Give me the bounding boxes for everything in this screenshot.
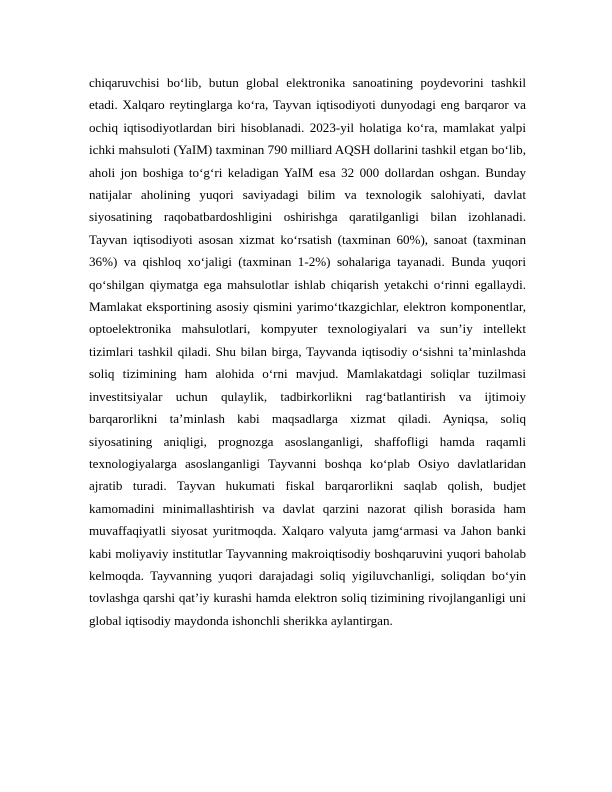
body-paragraph: chiqaruvchisi bo‘lib, butun global elektronika sanoatining poydevorini tashkil etadi. Xalqaro reytinglarga ko‘ra, Tayvan iqtisodiyoti dunyodagi eng barqaror va ochiq iqtisodiyotlardan biri hisoblanadi. 2023-yil holatiga ko‘ra, mamlakat yalpi ichki mahsuloti (YaIM) taxminan 790 milliard AQSH dollarini tashkil etgan bo‘lib, aholi jon boshiga to‘g‘ri keladigan YaIM esa 32 000 dollardan oshgan. Bunday natijalar aholining yuqori saviyadagi bilim va texnologik salohiyati, davlat siyosatining raqobatbardoshligini oshirishga qaratilganligi bilan izohlanadi. Tayvan iqtisodiyoti asosan xizmat ko‘rsatish (taxminan 60%), sanoat (taxminan 36%) va qishloq xo‘jaligi (taxminan 1-2%) sohalariga tayanadi. Bunda yuqori qo‘shilgan qiymatga ega mahsulotlar ishlab chiqarish yetakchi o‘rinni egallaydi. Mamlakat eksportining asosiy qismini yarimo‘tkazgichlar, elektron komponentlar, optoelektronika mahsulotlari, kompyuter texnologiyalari va sun’iy intellekt tizimlari tashkil qiladi. Shu bilan birga, Tayvanda iqtisodiy o‘sishni ta’minlashda soliq tizimining ham alohida o‘rni mavjud. Mamlakatdagi soliqlar tuzilmasi investitsiyalar uchun qulaylik, tadbirkorlikni rag‘batlantirish va ijtimoiy barqarorlikni ta’minlash kabi maqsadlarga xizmat qiladi. Ayniqsa, soliq siyosatining aniqligi, prognozga asoslanganligi, shaffofligi hamda raqamli texnologiyalarga asoslanganligi Tayvanni boshqa ko‘plab Osiyo davlatlaridan ajratib turadi. Tayvan hukumati fiskal barqarorlikni saqlab qolish, budjet kamomadini minimallashtirish va davlat qarzini nazorat qilish borasida ham muvaffaqiyatli siyosat yuritmoqda. Xalqaro valyuta jamg‘armasi va Jahon banki kabi moliyaviy institutlar Tayvanning makroiqtisodiy boshqaruvini yuqori baholab kelmoqda. Tayvanning yuqori darajadagi soliq yigiluvchanligi, soliqdan bo‘yin tovlashga qarshi qat’iy kurashi hamda elektron soliq tizimining rivojlanganligi uni global iqtisodiy maydonda ishonchli sherikka aylantirgan. xyxy=(89,75,526,628)
